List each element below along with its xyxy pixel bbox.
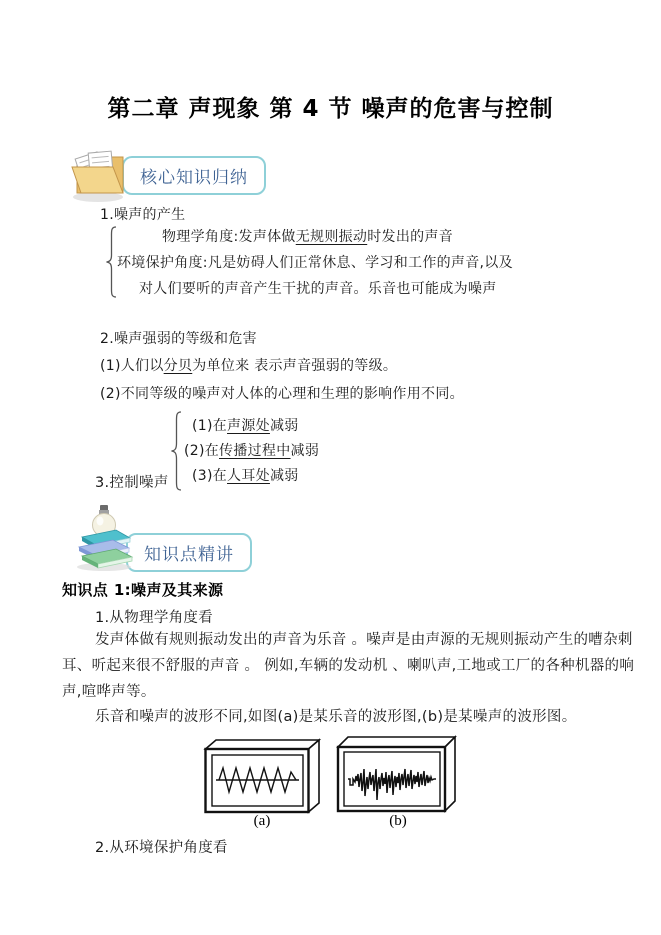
brace-line [184,464,319,489]
text-segment: (1)在 [192,418,228,434]
figure-label-a: (a) [253,813,271,829]
waveform-caption: 乐音和噪声的波形不同,如图(a)是某乐音的波形图,(b)是某噪声的波形图。 [95,709,577,725]
folder-documents-icon [68,145,132,203]
text-segment: 对人们要听的声音产生干扰的声音。乐音也可能成为噪声 [139,281,497,297]
text-segment: 时发出的声音 [367,229,454,245]
text-segment: 环境保护角度:凡是妨碍人们正常休息、学习和工作的声音,以及 [117,255,513,271]
knowledge-points-badge [126,533,252,572]
knowledge-sub2: 2.从环境保护角度看 [95,840,228,856]
section3-brace-content [184,414,319,489]
text-segment: 减弱 [269,468,299,484]
section1-brace-content [117,224,513,302]
left-brace-section3 [169,411,183,491]
brace-line [117,224,513,250]
music-waveform-figure [203,738,323,814]
text-segment: (2)在 [184,443,220,459]
physics-paragraph [62,627,634,705]
core-knowledge-badge-label: 核心知识归纳 [140,168,248,188]
page-title: 第二章 声现象 第 4 节 噪声的危害与控制 [107,96,554,122]
section2-line1 [100,355,397,375]
paragraph-line: 耳、听起来很不舒服的声音 。 例如,车辆的发动机 、喇叭声,工地或工厂的各种机器的响 [62,658,635,674]
paragraph-line: 发声体做有规则振动发出的声音为乐音 。噪声是由声源的无规则振动产生的嘈杂刺 [95,632,633,648]
brace-line [184,439,319,464]
brace-line [117,250,513,276]
noise-waveform-figure [336,734,460,814]
underlined-term: 分贝 [163,358,193,374]
section2-line2: (2)不同等级的噪声对人体的心理和生理的影响作用不同。 [100,386,464,402]
section1-heading: 1.噪声的产生 [100,207,186,223]
text-segment: 减弱 [290,443,320,459]
text-segment: 物理学角度:发声体做 [162,229,296,245]
books-lightbulb-icon [70,504,138,572]
paragraph-line: 声,喧哗声等。 [62,684,156,700]
knowledge-point-heading: 知识点 1:噪声及其来源 [62,581,224,599]
section3-heading: 3.控制噪声 [95,475,169,491]
knowledge-sub1: 1.从物理学角度看 [95,610,214,626]
text-segment: (3)在 [192,468,228,484]
knowledge-points-badge-label: 知识点精讲 [144,545,234,565]
underlined-term: 声源处 [227,418,270,434]
underlined-term: 无规则振动 [295,229,368,245]
figure-label-b: (b) [389,813,407,829]
core-knowledge-badge [122,156,266,195]
text-segment: 减弱 [269,418,299,434]
left-brace-section1 [104,226,118,298]
section2-heading: 2.噪声强弱的等级和危害 [100,331,257,347]
text-segment: 为单位来 表示声音强弱的等级。 [192,358,398,374]
brace-line [184,414,319,439]
text-segment: (1)人们以 [100,358,164,374]
underlined-term: 传播过程中 [219,443,291,459]
underlined-term: 人耳处 [227,468,270,484]
brace-line [117,276,513,302]
